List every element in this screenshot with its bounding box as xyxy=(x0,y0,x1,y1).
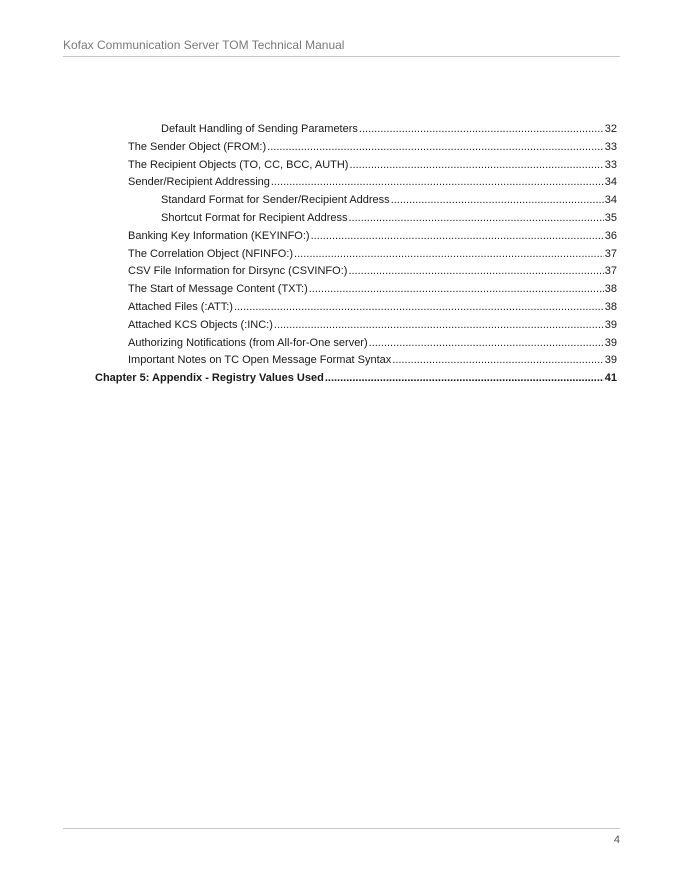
toc-entry[interactable] xyxy=(128,352,617,368)
toc-entry-title: Authorizing Notifications (from All-for-One server) xyxy=(128,336,368,349)
toc-entry-title: CSV File Information for Dirsync (CSVINFO:) xyxy=(128,265,348,278)
footer-divider xyxy=(63,828,620,829)
dot-leader xyxy=(311,228,604,244)
running-header: Kofax Communication Server TOM Technical Manual xyxy=(63,38,345,52)
toc-entry-title: The Sender Object (FROM:) xyxy=(128,140,267,153)
toc-entry-page: 35 xyxy=(604,212,617,224)
dot-leader xyxy=(325,370,604,386)
toc-entry-page: 33 xyxy=(604,140,617,153)
toc-entry-page: 36 xyxy=(604,229,617,242)
dot-leader xyxy=(349,157,603,173)
toc-entry[interactable] xyxy=(128,174,617,190)
toc-entry-page: 38 xyxy=(604,301,617,313)
dot-leader xyxy=(369,335,604,351)
toc-entry-page: 39 xyxy=(604,354,617,367)
toc-entry-title: The Recipient Objects (TO, CC, BCC, AUTH) xyxy=(128,158,349,171)
toc-entry-page: 33 xyxy=(604,158,617,171)
dot-leader xyxy=(348,210,603,226)
toc-entry-page: 32 xyxy=(604,123,617,135)
dot-leader xyxy=(274,317,604,333)
toc-entry-title: Attached Files (:ATT:) xyxy=(128,301,233,313)
toc-entry[interactable] xyxy=(128,139,617,155)
toc-entry-title: Default Handling of Sending Parameters xyxy=(161,123,358,135)
toc-entry[interactable] xyxy=(161,121,617,137)
dot-leader xyxy=(392,352,603,368)
toc-entry-page: 38 xyxy=(604,283,617,296)
toc-entry[interactable] xyxy=(128,335,617,351)
header-divider xyxy=(63,56,620,57)
toc-entry[interactable] xyxy=(161,210,617,226)
toc-entry-page: 39 xyxy=(604,318,617,331)
dot-leader xyxy=(309,281,604,297)
toc-entry[interactable] xyxy=(128,228,617,244)
toc-chapter-entry[interactable] xyxy=(95,370,617,386)
toc-entry-page: 34 xyxy=(604,176,617,189)
toc-entry-page: 39 xyxy=(604,336,617,349)
dot-leader xyxy=(348,263,603,279)
toc-entry[interactable] xyxy=(128,246,617,262)
toc-entry[interactable] xyxy=(128,281,617,297)
dot-leader xyxy=(391,192,604,208)
toc-entry[interactable] xyxy=(128,157,617,173)
toc-entry-title: Shortcut Format for Recipient Address xyxy=(161,212,348,224)
page-number: 4 xyxy=(613,834,620,846)
toc-entry[interactable] xyxy=(128,263,617,279)
toc-entry-title: The Start of Message Content (TXT:) xyxy=(128,283,308,296)
toc-entry-page: 41 xyxy=(604,372,617,385)
toc-entry-title: Standard Format for Sender/Recipient Address xyxy=(161,194,390,207)
toc-entry[interactable] xyxy=(128,299,617,315)
dot-leader xyxy=(234,299,604,315)
toc-entry-page: 37 xyxy=(604,247,617,260)
toc-entry-title: Important Notes on TC Open Message Format Syntax xyxy=(128,354,392,367)
toc-entry-title: Banking Key Information (KEYINFO:) xyxy=(128,229,310,242)
toc-entry-title: The Correlation Object (NFINFO:) xyxy=(128,247,294,260)
dot-leader xyxy=(294,246,604,262)
toc-entry-title: Chapter 5: Appendix - Registry Values Used xyxy=(95,372,324,385)
toc-entry-title: Attached KCS Objects (:INC:) xyxy=(128,318,273,331)
dot-leader xyxy=(271,174,604,190)
dot-leader xyxy=(267,139,604,155)
toc-entry[interactable] xyxy=(128,317,617,333)
dot-leader xyxy=(359,121,604,137)
toc-entry-page: 37 xyxy=(604,265,617,278)
toc-entry-title: Sender/Recipient Addressing xyxy=(128,176,270,189)
toc-entry-page: 34 xyxy=(604,194,617,207)
toc-entry[interactable] xyxy=(161,192,617,208)
